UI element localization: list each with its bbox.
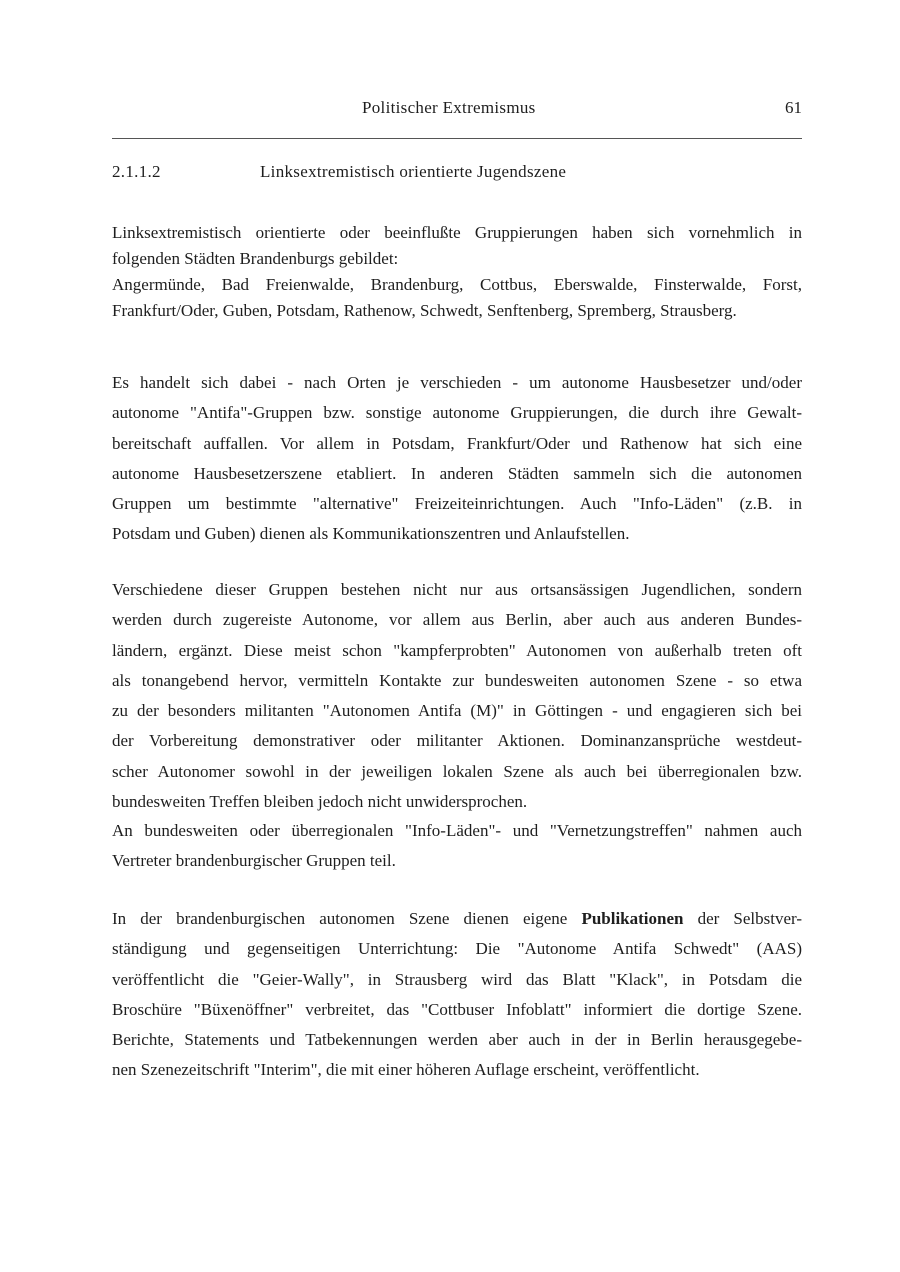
- text-line: ständigung und gegenseitigen Unterrichtung: Die "Autonome Antifa Schwedt" (AAS): [112, 939, 802, 959]
- text-line: bereitschaft auffallen. Vor allem in Potsdam, Frankfurt/Oder und Rathenow hat sich eine: [112, 433, 802, 453]
- text-line: veröffentlicht die "Geier-Wally", in Strausberg wird das Blatt "Klack", in Potsdam die: [112, 969, 802, 989]
- paragraph-meetings: [112, 816, 802, 877]
- text-line: zu der besonders militanten "Autonomen Antifa (M)" in Göttingen - und engagieren sich bei: [112, 701, 802, 721]
- paragraph-groups: [112, 368, 802, 550]
- section-title: Linksextremistisch orientierte Jugendszene: [260, 162, 567, 181]
- page-number: 61: [785, 98, 802, 117]
- text-line: ländern, ergänzt. Diese meist schon "kampferprobten" Autonomen von außerhalb treten oft: [112, 640, 802, 660]
- text-line: Vertreter brandenburgischer Gruppen teil.: [112, 851, 396, 871]
- text-line: autonome Hausbesetzerszene etabliert. In anderen Städten sammeln sich die autonomen: [112, 463, 802, 483]
- section-number: 2.1.1.2: [112, 162, 161, 181]
- text-line: Berichte, Statements und Tatbekennungen werden aber auch in der in Berlin herausgegebe-: [112, 1030, 802, 1050]
- text-line: Frankfurt/Oder, Guben, Potsdam, Rathenow, Schwedt, Senftenberg, Spremberg, Strausberg.: [112, 301, 737, 320]
- text-line: Potsdam und Guben) dienen als Kommunikationszentren und Anlaufstellen.: [112, 524, 630, 544]
- text-line: Verschiedene dieser Gruppen bestehen nicht nur aus ortsansässigen Jugendlichen, sondern: [112, 580, 802, 599]
- text-line: Es handelt sich dabei - nach Orten je verschieden - um autonome Hausbesetzer und/oder: [112, 373, 802, 392]
- paragraph-publications: [112, 904, 802, 1086]
- text-line: nen Szenezeitschrift "Interim", die mit einer höheren Auflage erscheint, veröffentlicht.: [112, 1060, 700, 1080]
- text-line: Gruppen um bestimmte "alternative" Freizeiteinrichtungen. Auch "Info-Läden" (z.B. in: [112, 494, 802, 514]
- text-line: Linksextremistisch orientierte oder beeinflußte Gruppierungen haben sich vornehmlich in: [112, 223, 802, 242]
- text-line: werden durch zugereiste Autonome, vor allem aus Berlin, aber auch aus anderen Bundes-: [112, 610, 802, 630]
- paragraph-autonomous: [112, 575, 802, 817]
- text-line: der Vorbereitung demonstrativer oder militanter Aktionen. Dominanzansprüche westdeut-: [112, 731, 802, 751]
- header-title: Politischer Extremismus: [362, 98, 536, 117]
- running-header: [112, 98, 802, 122]
- text-line: als tonangebend hervor, vermitteln Kontakte zur bundesweiten autonomen Szene - so etwa: [112, 670, 802, 690]
- text-line: scher Autonomer sowohl in der jeweiligen lokalen Szene als auch bei überregionalen bzw.: [112, 761, 802, 781]
- header-rule: [112, 138, 802, 139]
- text-line: Broschüre "Büxenöffner" verbreitet, das "Cottbuser Infoblatt" informiert die dortige Szene.: [112, 999, 802, 1019]
- text-line: [112, 904, 802, 934]
- bold-term: Publikationen: [581, 909, 684, 928]
- text-line: autonome "Antifa"-Gruppen bzw. sonstige autonome Gruppierungen, die durch ihre Gewalt-: [112, 403, 802, 423]
- text-line: folgenden Städten Brandenburgs gebildet:: [112, 249, 399, 268]
- text-line: Angermünde, Bad Freienwalde, Brandenburg, Cottbus, Eberswalde, Finsterwalde, Forst,: [112, 275, 802, 294]
- text-segment: In der brandenburgischen autonomen Szene dienen eigene: [112, 909, 582, 928]
- text-line: bundesweiten Treffen bleiben jedoch nicht unwidersprochen.: [112, 792, 528, 812]
- text-segment: der Selbstver-: [683, 909, 802, 928]
- paragraph-cities: [112, 220, 802, 324]
- text-line: An bundesweiten oder überregionalen "Info-Läden"- und "Vernetzungstreffen" nahmen auch: [112, 821, 802, 840]
